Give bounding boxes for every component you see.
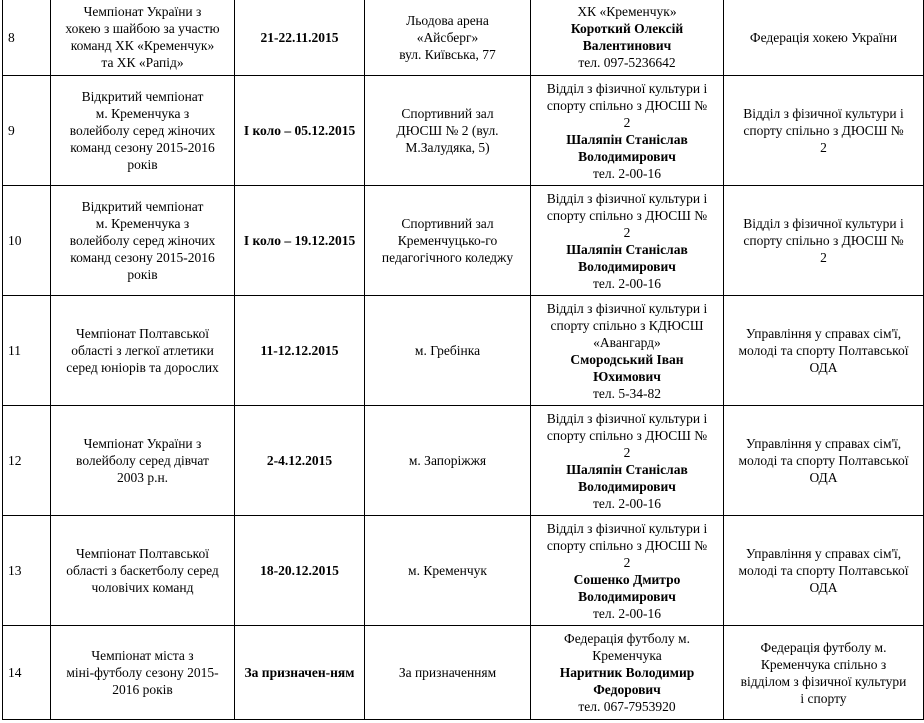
organizer-line: спорту спільно з ДЮСШ № bbox=[743, 233, 904, 248]
event-place-cell bbox=[365, 296, 531, 406]
row-number: 14 bbox=[8, 665, 22, 680]
event-place-cell bbox=[365, 0, 531, 76]
event-date-cell bbox=[235, 296, 365, 406]
event-date: 18-20.12.2015 bbox=[260, 563, 339, 578]
event-line: Чемпіонат Полтавської bbox=[75, 546, 210, 561]
resp-person-line: Володимирович bbox=[578, 148, 676, 164]
event-name-cell bbox=[51, 296, 235, 406]
resp-org-line: «Авангард» bbox=[593, 334, 661, 350]
organizer-cell bbox=[724, 626, 924, 720]
event-line: волейболу серед жіночих bbox=[69, 123, 216, 138]
event-line: м. Кременчука з bbox=[95, 216, 190, 231]
event-name-cell bbox=[51, 626, 235, 720]
resp-org-line: спорту спільно з ДЮСШ № bbox=[546, 97, 708, 113]
resp-org-line: Відділ з фізичної культури і bbox=[546, 190, 708, 206]
events-table bbox=[2, 0, 924, 720]
event-name-cell bbox=[51, 516, 235, 626]
event-date-cell bbox=[235, 186, 365, 296]
row-number-cell bbox=[3, 186, 51, 296]
resp-org-line: спорту спільно з ДЮСШ № bbox=[546, 427, 708, 443]
place-line: Кременчуцько-го bbox=[397, 233, 498, 248]
event-line: хокею з шайбою за участю bbox=[65, 21, 220, 36]
event-place-cell bbox=[365, 406, 531, 516]
organizer-line: Управління у справах сім'ї, bbox=[745, 436, 902, 451]
place-line: м. Запоріжжя bbox=[408, 453, 487, 468]
event-line: чоловічих команд bbox=[91, 580, 194, 595]
place-line: ДЮСШ № 2 (вул. bbox=[396, 123, 499, 138]
organizer-cell bbox=[724, 406, 924, 516]
event-place-cell bbox=[365, 76, 531, 186]
resp-org-line: 2 bbox=[623, 444, 631, 460]
organizer-line: ОДА bbox=[809, 360, 838, 375]
resp-person-line: Сошенко Дмитро bbox=[573, 571, 681, 587]
event-line: Чемпіонат міста з bbox=[91, 648, 194, 663]
place-line: За призначенням bbox=[398, 665, 497, 680]
event-line: Чемпіонат України з bbox=[83, 4, 202, 19]
responsible-cell bbox=[531, 516, 724, 626]
event-line: років bbox=[127, 267, 158, 282]
event-line: міні-футболу сезону 2015- bbox=[66, 665, 219, 680]
event-line: команд ХК «Кременчук» bbox=[70, 38, 215, 53]
organizer-line: молоді та спорту Полтавської bbox=[738, 563, 909, 578]
event-line: Чемпіонат України з bbox=[83, 436, 202, 451]
place-line: М.Залудяка, 5) bbox=[405, 140, 490, 155]
events-table-body bbox=[3, 0, 924, 720]
row-number: 10 bbox=[8, 233, 22, 248]
table-row bbox=[3, 626, 924, 720]
row-number-cell bbox=[3, 626, 51, 720]
event-line: м. Кременчука з bbox=[95, 106, 190, 121]
resp-person-line: Володимирович bbox=[578, 258, 676, 274]
event-date-cell bbox=[235, 0, 365, 76]
event-line: команд сезону 2015-2016 bbox=[70, 140, 215, 155]
responsible-phone: тел. 2-00-16 bbox=[592, 165, 662, 181]
event-date-cell bbox=[235, 76, 365, 186]
place-line: Спортивний зал bbox=[401, 106, 494, 121]
organizer-line: Управління у справах сім'ї, bbox=[745, 326, 902, 341]
place-line: м. Гребінка bbox=[414, 343, 481, 358]
responsible-phone: тел. 097-5236642 bbox=[578, 55, 676, 70]
resp-org-line: Відділ з фізичної культури і bbox=[546, 300, 708, 316]
organizer-cell bbox=[724, 186, 924, 296]
resp-person-line: Наритник Володимир bbox=[559, 665, 695, 680]
resp-person-line: Смородський Іван bbox=[570, 351, 684, 367]
responsible-phone: тел. 2-00-16 bbox=[592, 605, 662, 621]
row-number-cell bbox=[3, 76, 51, 186]
resp-person-line: Шаляпін Станіслав bbox=[566, 461, 688, 477]
resp-person-line: Юхимович bbox=[593, 368, 661, 384]
organizer-line: Управління у справах сім'ї, bbox=[745, 546, 902, 561]
event-line: Відкритий чемпіонат bbox=[81, 199, 204, 214]
organizer-line: Відділ з фізичної культури і bbox=[743, 216, 904, 231]
row-number: 8 bbox=[8, 29, 15, 45]
organizer-line: відділом з фізичної культури bbox=[740, 673, 907, 689]
responsible-phone: тел. 2-00-16 bbox=[592, 275, 662, 291]
resp-org-line: спорту спільно з ДЮСШ № bbox=[546, 537, 708, 553]
event-place-cell bbox=[365, 516, 531, 626]
resp-org-line: Відділ з фізичної культури і bbox=[546, 410, 708, 426]
responsible-cell bbox=[531, 626, 724, 720]
organizer-line: спорту спільно з ДЮСШ № bbox=[743, 123, 904, 138]
table-row bbox=[3, 186, 924, 296]
place-line: м. Кременчук bbox=[408, 563, 487, 578]
event-line: волейболу серед жіночих bbox=[69, 233, 216, 248]
event-line: області з легкої атлетики bbox=[71, 343, 214, 358]
organizer-cell bbox=[724, 296, 924, 406]
row-number-cell bbox=[3, 296, 51, 406]
responsible-phone: тел. 5-34-82 bbox=[592, 385, 662, 401]
event-date: 11-12.12.2015 bbox=[260, 343, 339, 358]
event-line: 2016 років bbox=[112, 682, 173, 697]
event-date: І коло – 05.12.2015 bbox=[243, 123, 356, 138]
organizer-line: ОДА bbox=[809, 470, 838, 485]
organizer-line: ОДА bbox=[809, 580, 838, 595]
event-date: 2-4.12.2015 bbox=[266, 453, 333, 468]
organizer-line: молоді та спорту Полтавської bbox=[738, 343, 909, 358]
organizer-cell bbox=[724, 76, 924, 186]
place-line: Спортивний зал bbox=[401, 216, 494, 231]
resp-person-line: Шаляпін Станіслав bbox=[566, 241, 688, 257]
event-date: За призначен-ням bbox=[244, 665, 355, 680]
event-line: років bbox=[127, 157, 158, 172]
resp-org-line: 2 bbox=[623, 554, 631, 570]
event-line: Чемпіонат Полтавської bbox=[75, 326, 210, 341]
table-row bbox=[3, 406, 924, 516]
event-place-cell bbox=[365, 186, 531, 296]
responsible-cell bbox=[531, 76, 724, 186]
event-line: серед юніорів та дорослих bbox=[66, 360, 219, 375]
event-line: та ХК «Рапід» bbox=[101, 55, 184, 70]
resp-org-line: Відділ з фізичної культури і bbox=[546, 520, 708, 536]
event-name-cell bbox=[51, 406, 235, 516]
resp-org-line: Федерація футболу м. bbox=[564, 631, 690, 646]
row-number: 13 bbox=[8, 563, 22, 578]
resp-person-line: Валентинович bbox=[582, 38, 672, 53]
organizer-line: Кременчука спільно з bbox=[760, 656, 887, 672]
row-number-cell bbox=[3, 516, 51, 626]
responsible-phone: тел. 2-00-16 bbox=[592, 495, 662, 511]
responsible-cell bbox=[531, 296, 724, 406]
table-row bbox=[3, 296, 924, 406]
organizer-line: 2 bbox=[820, 250, 827, 265]
row-number-cell bbox=[3, 0, 51, 76]
event-place-cell bbox=[365, 626, 531, 720]
resp-person-line: Короткий Олексій bbox=[570, 21, 684, 36]
row-number-cell bbox=[3, 406, 51, 516]
organizer-line: Федерація хокею України bbox=[749, 29, 898, 45]
event-date-cell bbox=[235, 626, 365, 720]
place-line: «Айсберг» bbox=[416, 29, 479, 45]
table-row bbox=[3, 0, 924, 76]
event-line: області з баскетболу серед bbox=[66, 563, 219, 578]
event-name-cell bbox=[51, 76, 235, 186]
resp-person-line: Шаляпін Станіслав bbox=[566, 131, 688, 147]
place-line: вул. Київська, 77 bbox=[399, 46, 496, 62]
event-date: 21-22.11.2015 bbox=[260, 29, 339, 45]
organizer-line: молоді та спорту Полтавської bbox=[738, 453, 909, 468]
event-name-cell bbox=[51, 0, 235, 76]
organizer-line: Відділ з фізичної культури і bbox=[743, 106, 904, 121]
resp-org-line: 2 bbox=[623, 224, 631, 240]
resp-org-line: Відділ з фізичної культури і bbox=[546, 80, 708, 96]
resp-org-line: спорту спільно з КДЮСШ bbox=[550, 317, 704, 333]
resp-person-line: Володимирович bbox=[578, 588, 676, 604]
event-date-cell bbox=[235, 516, 365, 626]
table-row bbox=[3, 76, 924, 186]
event-line: 2003 р.н. bbox=[116, 470, 169, 485]
place-line: педагогічного коледжу bbox=[381, 250, 514, 265]
row-number: 11 bbox=[8, 343, 21, 358]
event-date-cell bbox=[235, 406, 365, 516]
event-name-cell bbox=[51, 186, 235, 296]
organizer-line: і спорту bbox=[800, 690, 847, 706]
event-line: Відкритий чемпіонат bbox=[81, 89, 204, 104]
table-row bbox=[3, 516, 924, 626]
responsible-phone: тел. 067-7953920 bbox=[578, 699, 676, 714]
resp-org-line: спорту спільно з ДЮСШ № bbox=[546, 207, 708, 223]
organizer-cell bbox=[724, 0, 924, 76]
resp-person-line: Федорович bbox=[593, 682, 661, 697]
organizer-line: 2 bbox=[820, 140, 827, 155]
event-date: І коло – 19.12.2015 bbox=[243, 233, 356, 248]
resp-person-line: Володимирович bbox=[578, 478, 676, 494]
resp-org-line: ХК «Кременчук» bbox=[577, 4, 677, 19]
row-number: 9 bbox=[8, 123, 15, 138]
organizer-cell bbox=[724, 516, 924, 626]
resp-org-line: Кременчука bbox=[592, 648, 662, 663]
row-number: 12 bbox=[8, 453, 22, 468]
resp-org-line: 2 bbox=[623, 114, 631, 130]
event-line: команд сезону 2015-2016 bbox=[70, 250, 215, 265]
responsible-cell bbox=[531, 186, 724, 296]
responsible-cell bbox=[531, 0, 724, 76]
event-line: волейболу серед дівчат bbox=[76, 453, 209, 468]
responsible-cell bbox=[531, 406, 724, 516]
organizer-line: Федерація футболу м. bbox=[760, 639, 887, 655]
place-line: Льодова арена bbox=[406, 12, 489, 28]
